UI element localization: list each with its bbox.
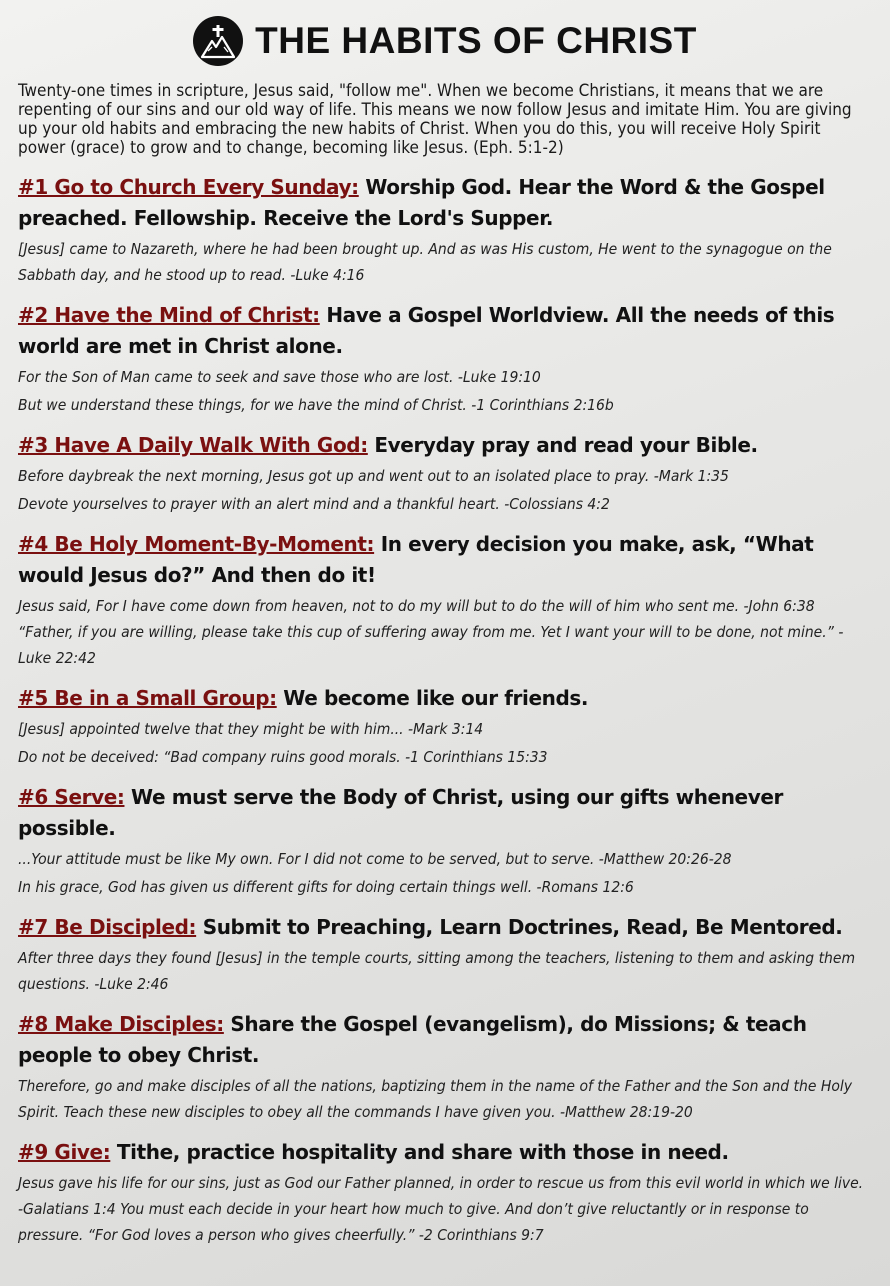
habit-label: #9 Give: [18,1140,111,1164]
habit-section [18,430,872,517]
scripture-verse: Do not be deceived: “Bad company ruins good morals. -1 Corinthians 15:33 [18,748,548,766]
habit-heading [18,1009,872,1071]
scripture-verse: But we understand these things, for we have the mind of Christ. -1 Corinthians 2:16b [18,396,614,414]
habit-heading [18,430,872,461]
habit-section [18,300,872,418]
habit-label: #6 Serve: [18,785,125,809]
habit-section [18,683,872,770]
scripture-verse: After three days they found [Jesus] in the temple courts, sitting among the teachers, listening to them and asking them questions. -Luke 2:46 [18,949,856,993]
habit-section [18,1009,872,1125]
habit-section [18,782,872,900]
scripture-verse: Jesus said, For I have come down from heaven, not to do my will but to do the will of him who sent me. -John 6:38 “Father, if you are willing, please take this cup of suffering away from me. Yet I want your will to be done, not mine.” -Luke 22:42 [18,597,844,667]
habit-summary: Submit to Preaching, Learn Doctrines, Read, Be Mentored. [202,915,843,939]
habit-label: #2 Have the Mind of Christ: [18,303,320,327]
habit-summary: We become like our friends. [283,686,589,710]
habit-label: #4 Be Holy Moment-By-Moment: [18,532,375,556]
habit-heading [18,172,872,234]
habits-list [18,172,872,1248]
habit-heading [18,1137,872,1168]
scripture-verse: Jesus gave his life for our sins, just as God our Father planned, in order to rescue us from this evil world in which we live. -Galatians 1:4 You must each decide in your heart how much to give. And don’t give reluctantly or in response to pressure. “For God loves a person who gives cheerfully.” -2 Corinthians 9:7 [18,1174,864,1244]
scripture-verse: [Jesus] came to Nazareth, where he had been brought up. And as was His custom, He went to the synagogue on the Sabbath day, and he stood up to read. -Luke 4:16 [18,240,832,284]
habit-heading [18,912,872,943]
habit-summary: Tithe, practice hospitality and share with those in need. [116,1140,729,1164]
scripture-verse: ...Your attitude must be like My own. For I did not come to be served, but to serve. -Matthew 20:26-28 [18,850,732,868]
scripture-verse: In his grace, God has given us different gifts for doing certain things well. -Romans 12:6 [18,878,634,896]
habit-summary: Have a Gospel Worldview. All the needs of this world are met in Christ alone. [18,303,835,358]
title-row [18,0,872,82]
habit-section [18,172,872,288]
habit-label: #8 Make Disciples: [18,1012,224,1036]
habit-summary: Worship God. Hear the Word & the Gospel preached. Fellowship. Receive the Lord's Supper. [18,175,825,230]
scripture-verse: For the Son of Man came to seek and save those who are lost. -Luke 19:10 [18,368,541,386]
intro-paragraph: Twenty-one times in scripture, Jesus said, "follow me". When we become Christians, it means that we are repenting of our sins and our old way of life. This means we now follow Jesus and imitate Him. You are giving up your old habits and embracing the new habits of Christ. When you do this, you will receive Holy Spirit power (grace) to grow and to change, becoming like Jesus. (Eph. 5:1-2) [18,81,852,158]
scripture-verse: Devote yourselves to prayer with an alert mind and a thankful heart. -Colossians 4:2 [18,495,610,513]
habit-heading [18,683,872,714]
mountain-cross-icon [193,16,243,66]
habit-heading [18,782,872,844]
page-title: THE HABITS OF CHRIST [255,20,697,61]
habit-heading [18,300,872,362]
habit-section [18,529,872,671]
habit-heading [18,529,872,591]
scripture-verse: Before daybreak the next morning, Jesus got up and went out to an isolated place to pray. -Mark 1:35 [18,467,729,485]
habit-section [18,912,872,997]
habit-summary: Everyday pray and read your Bible. [374,433,758,457]
scripture-verse: [Jesus] appointed twelve that they might be with him... -Mark 3:14 [18,720,484,738]
habit-label: #5 Be in a Small Group: [18,686,277,710]
habit-summary: In every decision you make, ask, “What would Jesus do?” And then do it! [18,532,814,587]
scripture-verse: Therefore, go and make disciples of all the nations, baptizing them in the name of the Father and the Son and the Holy Spirit. Teach these new disciples to obey all the commands I have given you. -Matthew 28:19-20 [18,1077,852,1121]
habit-label: #7 Be Discipled: [18,915,197,939]
habit-summary: Share the Gospel (evangelism), do Missions; & teach people to obey Christ. [18,1012,807,1067]
habit-label: #1 Go to Church Every Sunday: [18,175,359,199]
habit-summary: We must serve the Body of Christ, using our gifts whenever possible. [18,785,783,840]
habit-label: #3 Have A Daily Walk With God: [18,433,368,457]
habit-section [18,1137,872,1248]
